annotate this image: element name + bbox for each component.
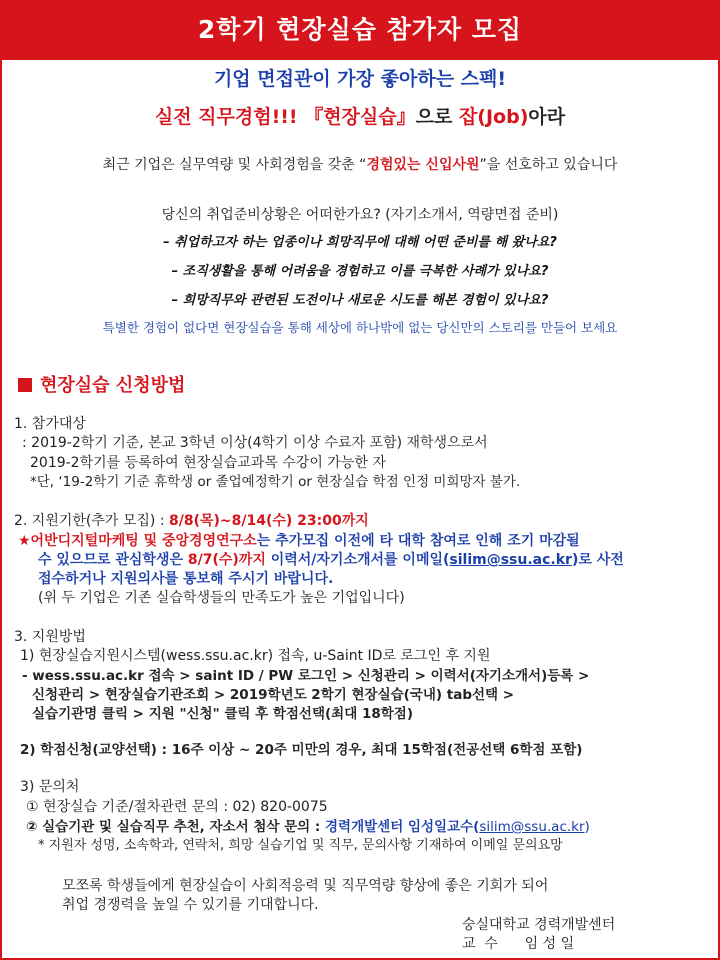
headline-2-red: 실전 직무경험!!! 『현장실습』 (154, 106, 416, 128)
intro-question: 당신의 취업준비상황은 어떠한가요? (자기소개서, 역량면접 준비) (161, 207, 559, 223)
s3-contact-note: * 지원자 성명, 소속학과, 연락처, 희망 실습기업 및 직무, 문의사항 기재하여 이메일 문의요망 (38, 838, 563, 853)
headline-2-end: 아라 (528, 106, 566, 128)
signature-org: 숭실대학교 경력개발센터 (462, 917, 616, 933)
closing-line-1: 모쪼록 학생들에게 현장실습이 사회적응력 및 직무역량 향상에 좋은 기회가 되어 (62, 878, 549, 894)
deadline-text: 8/8(목)~8/14(수) 23:00까지 (169, 513, 369, 529)
intro-bullet-2: – 조직생활을 통해 어려움을 경험하고 이를 극복한 사례가 있나요? (171, 264, 549, 279)
intro-bullet-3: – 희망직무와 관련된 도전이나 새로운 시도를 해본 경험이 있나요? (171, 293, 549, 308)
closing-line-2: 취업 경쟁력을 높일 수 있기를 기대합니다. (62, 897, 319, 913)
s1-line-3: *단, ‘19-2학기 기준 휴학생 or 졸업예정학기 or 현장실습 학점 인정 미희망자 불가. (30, 474, 521, 490)
red-square-icon (18, 378, 32, 392)
intro-bullet-1: – 취업하고자 하는 업종이나 희망직무에 대해 어떤 준비를 해 왔나요? (163, 235, 557, 250)
s3-heading: 3. 지원방법 (14, 629, 86, 645)
s3-contact-2: ② 실습기관 및 실습직무 추천, 자소서 첨삭 문의 : 경력개발센터 임성일교수(silim@ssu.ac.kr) (26, 819, 590, 835)
s3-step-2: 2) 학점신청(교양선택) : 16주 이상 ~ 20주 미만의 경우, 최대 15학점(전공선택 6학점 포함) (20, 742, 583, 758)
early-deadline-text: 8/7(수)까지 (187, 552, 266, 568)
headline-2 (0, 104, 720, 130)
email-link-1[interactable]: silim@ssu.ac.kr (449, 552, 572, 568)
intro-closing: 특별한 경험이 없다면 현장실습을 통해 세상에 하나밖에 없는 당신만의 스토리를 만들어 보세요 (102, 320, 618, 335)
s2-star-line-2: 수 있으므로 관심학생은 8/7(수)까지 이력서/자기소개서를 이메일(silim@ssu.ac.kr)로 사전 (38, 552, 624, 568)
s3-contact-1: ① 현장실습 기준/절차관련 문의 : 02) 820-0075 (26, 799, 328, 815)
s1-line-2: 2019-2학기를 등록하여 현장실습교과목 수강이 가능한 자 (30, 455, 386, 471)
s3-path-3: 실습기관명 클릭 > 지원 "신청" 클릭 후 학점선택(최대 18학점) (32, 706, 414, 722)
s3-path-1: - wess.ssu.ac.kr 접속 > saint ID / PW 로그인 > 신청관리 > 이력서(자기소개서)등록 > (22, 668, 590, 684)
headline-2-mid: 으로 (415, 106, 459, 128)
page-title: 2학기 현장실습 참가자 모집 (0, 0, 720, 60)
signature-name: 교 수 임 성 일 (462, 936, 575, 952)
s1-heading: 1. 참가대상 (14, 416, 86, 432)
s2-star-line-3: 접수하거나 지원의사를 통보해 주시기 바랍니다. (38, 571, 334, 587)
s2-note: (위 두 기업은 기존 실습학생들의 만족도가 높은 기업입니다) (38, 590, 405, 606)
s1-line-1: : 2019-2학기 기준, 본교 3학년 이상(4학기 이상 수료자 포함) 재학생으로서 (22, 435, 488, 451)
headline-2-job: 잡(Job) (458, 106, 529, 128)
s2-heading: 2. 지원기한(추가 모집) : 8/8(목)~8/14(수) 23:00까지 (14, 513, 369, 529)
headline-1: 기업 면접관이 가장 좋아하는 스펙! (213, 68, 507, 90)
s3-path-2: 신청관리 > 현장실습기관조회 > 2019학년도 2학기 현장실습(국내) tab선택 > (32, 687, 515, 703)
s2-star-line-1: ★어반디지털마케팅 및 중앙경영연구소는 추가모집 이전에 타 대학 참여로 인해 조기 마감될 (18, 533, 580, 549)
experienced-hire-text: 경험있는 신입사원 (366, 157, 480, 173)
section-title: 현장실습 신청방법 (18, 374, 185, 398)
priority-companies: ★어반디지털마케팅 및 중앙경영연구소 (18, 533, 257, 549)
email-link-2[interactable]: silim@ssu.ac.kr (479, 819, 585, 835)
intro-sentence: 최근 기업은 실무역량 및 사회경험을 갖춘 “경험있는 신입사원”을 선호하고 있습니다 (102, 157, 618, 173)
s3-step-3: 3) 문의처 (20, 779, 80, 795)
s3-step-1: 1) 현장실습지원시스템(wess.ssu.ac.kr) 접속, u-Saint ID로 로그인 후 지원 (20, 648, 491, 664)
